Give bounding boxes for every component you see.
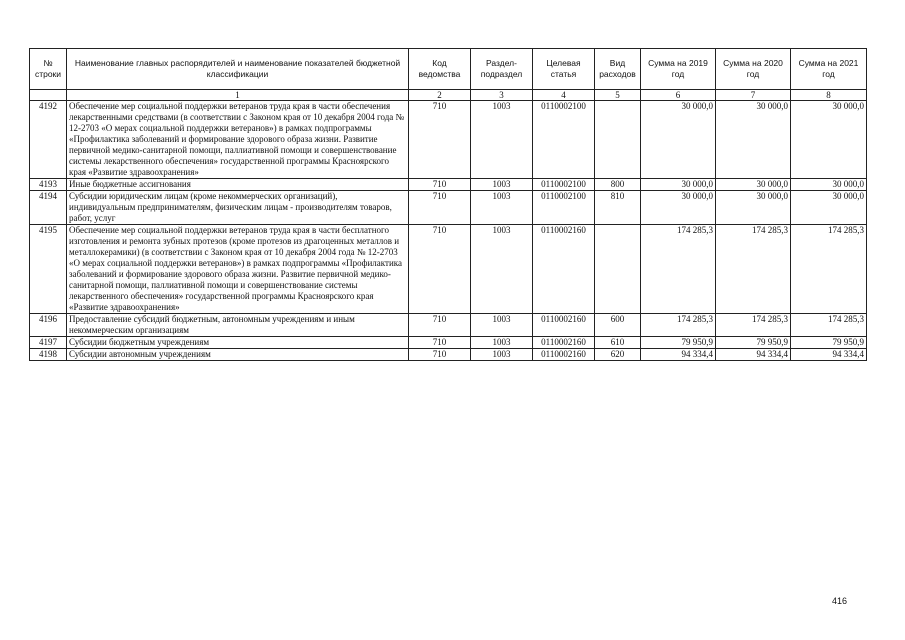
row-expense-type: 620 [595, 349, 641, 361]
row-sum-2020: 174 285,3 [716, 225, 791, 314]
row-target-item: 0110002100 [533, 191, 595, 225]
table-row [30, 314, 867, 337]
row-sum-2020: 79 950,9 [716, 337, 791, 349]
column-number: 3 [471, 90, 533, 101]
row-department-code: 710 [409, 101, 471, 179]
table-row [30, 225, 867, 314]
page-number: 416 [831, 596, 847, 606]
row-target-item: 0110002160 [533, 337, 595, 349]
budget-table [29, 48, 867, 361]
row-number: 4198 [30, 349, 67, 361]
row-number: 4192 [30, 101, 67, 179]
row-sum-2021: 174 285,3 [791, 225, 867, 314]
header-section: Раздел-подраздел [471, 49, 533, 90]
column-number: 4 [533, 90, 595, 101]
row-number: 4195 [30, 225, 67, 314]
column-number: 7 [716, 90, 791, 101]
column-number: 5 [595, 90, 641, 101]
header-department-code: Код ведомства [409, 49, 471, 90]
row-department-code: 710 [409, 191, 471, 225]
row-expense-type [595, 101, 641, 179]
row-sum-2020: 94 334,4 [716, 349, 791, 361]
row-number: 4197 [30, 337, 67, 349]
row-target-item: 0110002100 [533, 179, 595, 191]
column-number: 6 [641, 90, 716, 101]
row-sum-2019: 30 000,0 [641, 101, 716, 179]
row-section: 1003 [471, 179, 533, 191]
row-section: 1003 [471, 349, 533, 361]
row-sum-2020: 30 000,0 [716, 191, 791, 225]
table-header-row [30, 49, 867, 90]
row-name: Обеспечение мер социальной поддержки ветеранов труда края в части обеспечения лекарственными средствами (в соответствии с Законом края от 10 декабря 2004 года № 12-2703 «О мерах социальной поддержки ветеранов») в рамках подпрограммы «Профилактика заболеваний и формирование здорового образа жизни. Развитие первичной медико-санитарной помощи, паллиативной помощи и совершенствование системы лекарственного обеспечения» государственной программы Красноярского края «Развитие здравоохранения» [67, 101, 409, 179]
header-sum-2020: Сумма на 2020 год [716, 49, 791, 90]
row-target-item: 0110002160 [533, 349, 595, 361]
row-sum-2019: 174 285,3 [641, 225, 716, 314]
header-name: Наименование главных распорядителей и наименование показателей бюджетной классификации [67, 49, 409, 90]
row-name: Субсидии автономным учреждениям [67, 349, 409, 361]
header-sum-2021: Сумма на 2021 год [791, 49, 867, 90]
row-expense-type: 800 [595, 179, 641, 191]
row-name: Предоставление субсидий бюджетным, автономным учреждениям и иным некоммерческим организациям [67, 314, 409, 337]
row-target-item: 0110002160 [533, 225, 595, 314]
row-department-code: 710 [409, 225, 471, 314]
row-section: 1003 [471, 191, 533, 225]
row-department-code: 710 [409, 349, 471, 361]
header-expense-type: Вид расходов [595, 49, 641, 90]
row-number: 4196 [30, 314, 67, 337]
column-number: 1 [67, 90, 409, 101]
row-sum-2020: 30 000,0 [716, 179, 791, 191]
row-section: 1003 [471, 337, 533, 349]
table-row [30, 349, 867, 361]
row-expense-type: 600 [595, 314, 641, 337]
header-target-item: Целевая статья [533, 49, 595, 90]
row-expense-type [595, 225, 641, 314]
row-sum-2021: 30 000,0 [791, 179, 867, 191]
row-name: Иные бюджетные ассигнования [67, 179, 409, 191]
row-department-code: 710 [409, 314, 471, 337]
table-row [30, 101, 867, 179]
row-section: 1003 [471, 101, 533, 179]
row-sum-2019: 30 000,0 [641, 191, 716, 225]
column-number [30, 90, 67, 101]
table-row [30, 179, 867, 191]
row-number: 4193 [30, 179, 67, 191]
row-target-item: 0110002100 [533, 101, 595, 179]
row-target-item: 0110002160 [533, 314, 595, 337]
row-sum-2020: 30 000,0 [716, 101, 791, 179]
row-name: Субсидии юридическим лицам (кроме некоммерческих организаций), индивидуальным предпринимателям, физическим лицам - производителям товаров, работ, услуг [67, 191, 409, 225]
header-row-number: № строки [30, 49, 67, 90]
row-sum-2019: 94 334,4 [641, 349, 716, 361]
table-row [30, 191, 867, 225]
row-sum-2020: 174 285,3 [716, 314, 791, 337]
row-number: 4194 [30, 191, 67, 225]
row-sum-2019: 30 000,0 [641, 179, 716, 191]
header-sum-2019: Сумма на 2019 год [641, 49, 716, 90]
row-section: 1003 [471, 314, 533, 337]
row-sum-2021: 79 950,9 [791, 337, 867, 349]
column-number: 2 [409, 90, 471, 101]
row-section: 1003 [471, 225, 533, 314]
row-department-code: 710 [409, 337, 471, 349]
row-name: Обеспечение мер социальной поддержки ветеранов труда края в части бесплатного изготовления и ремонта зубных протезов (кроме протезов из драгоценных металлов и металлокерамики) (в соответствии с Законом края от 10 декабря 2004 года № 12-2703 «О мерах социальной поддержки ветеранов») в рамках подпрограммы «Профилактика заболеваний и формирование здорового образа жизни. Развитие первичной медико-санитарной помощи, паллиативной помощи и совершенствование системы лекарственного обеспечения» государственной программы Красноярского края «Развитие здравоохранения» [67, 225, 409, 314]
table-row [30, 337, 867, 349]
row-sum-2021: 174 285,3 [791, 314, 867, 337]
row-sum-2021: 30 000,0 [791, 101, 867, 179]
column-number-row [30, 90, 867, 101]
row-sum-2021: 94 334,4 [791, 349, 867, 361]
row-name: Субсидии бюджетным учреждениям [67, 337, 409, 349]
row-sum-2021: 30 000,0 [791, 191, 867, 225]
column-number: 8 [791, 90, 867, 101]
row-sum-2019: 174 285,3 [641, 314, 716, 337]
row-department-code: 710 [409, 179, 471, 191]
row-sum-2019: 79 950,9 [641, 337, 716, 349]
row-expense-type: 610 [595, 337, 641, 349]
row-expense-type: 810 [595, 191, 641, 225]
